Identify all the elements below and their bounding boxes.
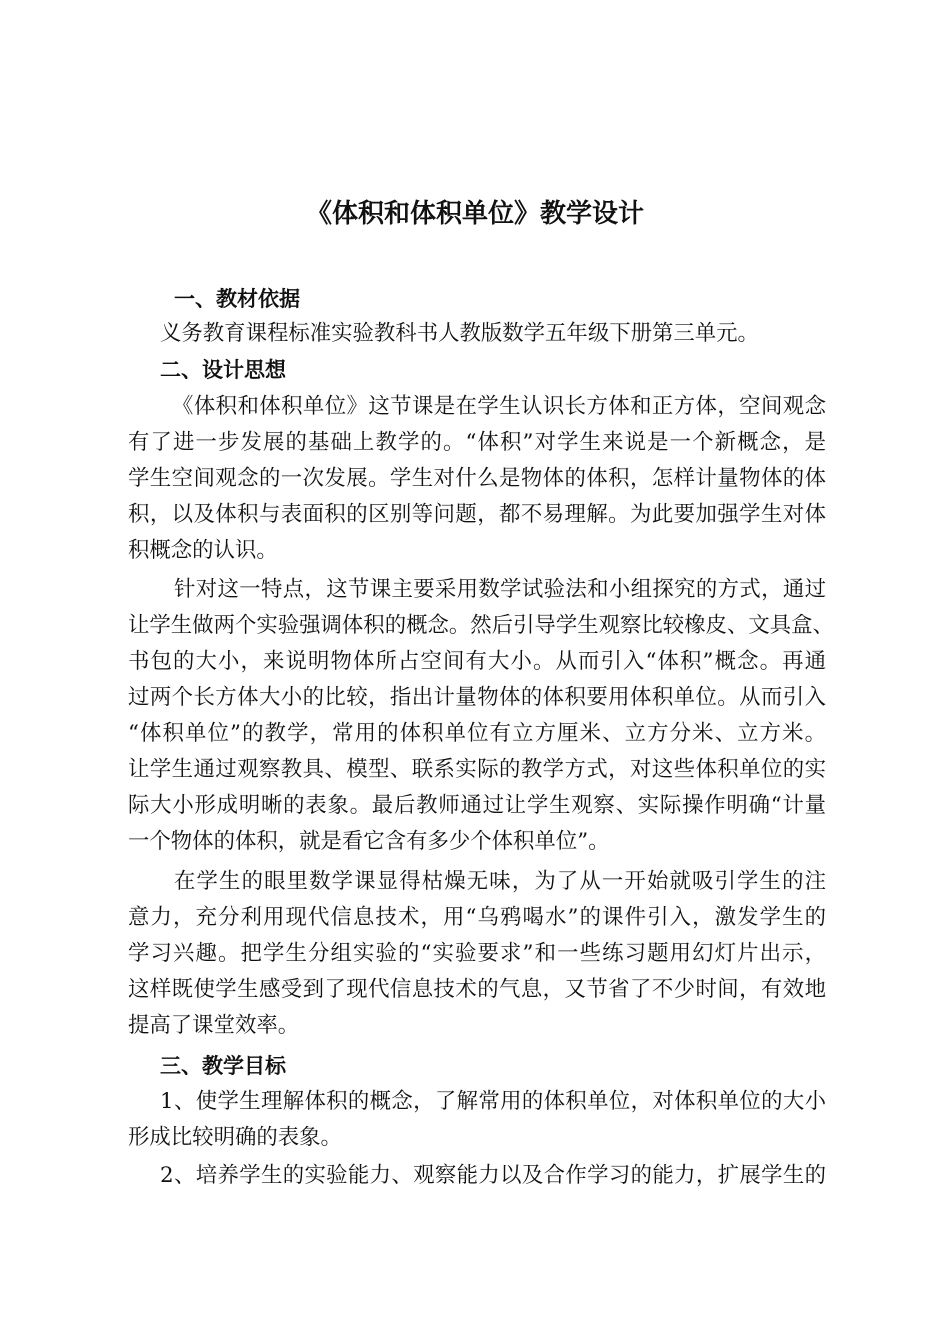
paragraph-line: 提高了课堂效率。 bbox=[128, 1013, 300, 1038]
paragraph-line: 意力，充分利用现代信息技术，用“乌鸦喝水”的课件引入，激发学生的 bbox=[128, 905, 826, 930]
paragraph-line: 过两个长方体大小的比较，指出计量物体的体积要用体积单位。从而引入 bbox=[128, 685, 826, 710]
paragraph-line: 形成比较明确的表象。 bbox=[128, 1125, 342, 1150]
paragraph-line: 学习兴趣。把学生分组实验的“实验要求”和一些练习题用幻灯片出示， bbox=[128, 941, 826, 966]
paragraph-line: 学生空间观念的一次发展。学生对什么是物体的体积，怎样计量物体的体 bbox=[128, 466, 826, 491]
section-heading-textbook-basis: 一、教材依据 bbox=[174, 287, 300, 311]
paragraph-line: 让学生通过观察教具、模型、联系实际的教学方式，对这些体积单位的实 bbox=[128, 757, 826, 782]
paragraph-line: 让学生做两个实验强调体积的概念。然后引导学生观察比较橡皮、文具盒、 bbox=[128, 613, 834, 638]
paragraph-line: 积，以及体积与表面积的区别等问题，都不易理解。为此要加强学生对体 bbox=[128, 502, 826, 527]
paragraph-line: “体积单位”的教学，常用的体积单位有立方厘米、立方分米、立方米。 bbox=[128, 721, 826, 746]
paragraph-line: 书包的大小，来说明物体所占空间有大小。从而引入“体积”概念。再通 bbox=[128, 649, 826, 674]
paragraph-line: 2、培养学生的实验能力、观察能力以及合作学习的能力，扩展学生的 bbox=[160, 1163, 826, 1188]
paragraph-line: 这样既使学生感受到了现代信息技术的气息，又节省了不少时间，有效地 bbox=[128, 977, 826, 1002]
paragraph-line: 一个物体的体积，就是看它含有多少个体积单位”。 bbox=[128, 829, 610, 854]
paragraph-line: 义务教育课程标准实验教科书人教版数学五年级下册第三单元。 bbox=[160, 321, 759, 346]
paragraph-line: 在学生的眼里数学课显得枯燥无味，为了从一开始就吸引学生的注 bbox=[174, 869, 826, 894]
paragraph-line: 有了进一步发展的基础上教学的。“体积”对学生来说是一个新概念，是 bbox=[128, 430, 826, 455]
paragraph-line: 积概念的认识。 bbox=[128, 538, 278, 563]
paragraph-line: 1、使学生理解体积的概念，了解常用的体积单位，对体积单位的大小 bbox=[160, 1089, 826, 1114]
section-heading-design-idea: 二、设计思想 bbox=[160, 358, 286, 382]
paragraph-line: 针对这一特点，这节课主要采用数学试验法和小组探究的方式，通过 bbox=[174, 577, 826, 602]
document-title: 《体积和体积单位》教学设计 bbox=[305, 199, 644, 229]
section-heading-teaching-goals: 三、教学目标 bbox=[160, 1054, 286, 1078]
paragraph-line: 际大小形成明晰的表象。最后教师通过让学生观察、实际操作明确“计量 bbox=[128, 793, 826, 818]
paragraph-line: 《体积和体积单位》这节课是在学生认识长方体和正方体，空间观念 bbox=[172, 394, 826, 419]
